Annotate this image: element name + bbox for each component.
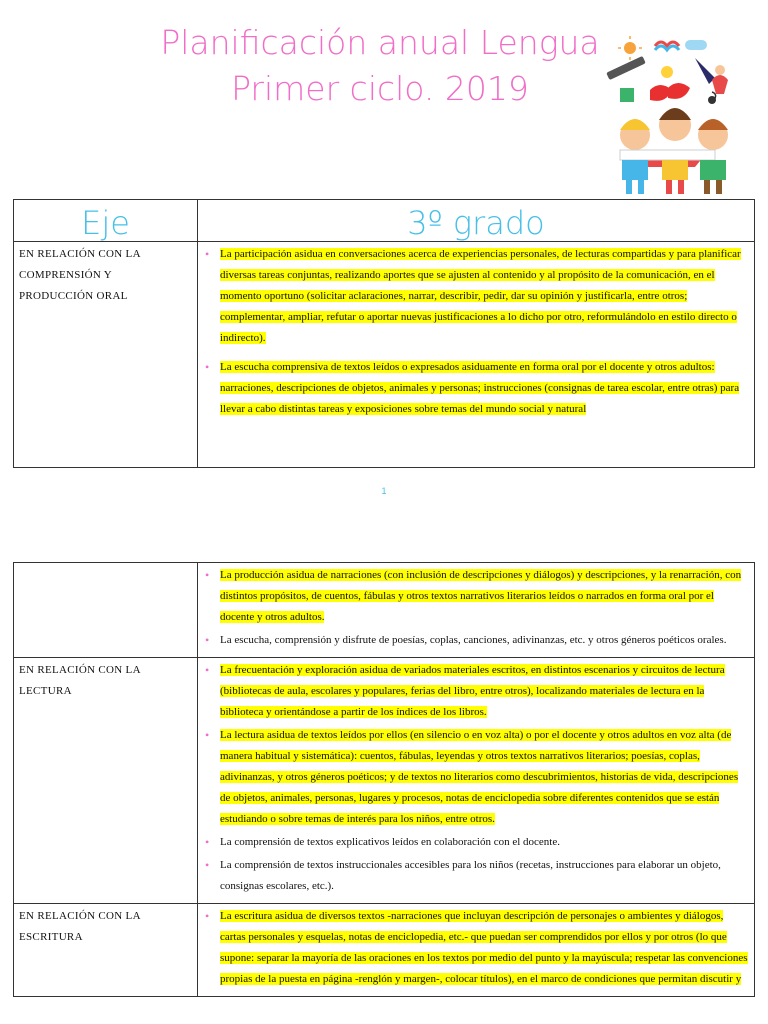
axis-cell-oral-continued xyxy=(14,563,198,658)
axis-line: ESCRITURA xyxy=(19,931,83,943)
highlighted-text: La escritura asidua de diversos textos -narraciones que incluyan descripción de personajes o ambientes y diálogos, cartas personales y esquelas, notas de enciclopedia, etc.- que puedan ser comprendidos por ellos y por otros (lo que supone: separar la mayoría de las oraciones en los textos por medio del punto y la mayúscula; respetar las convenciones propias de la puesta en página -renglón y margen-, colocar títulos), en el marco de condiciones que permitan discutir y xyxy=(220,910,748,985)
header-eje-cell xyxy=(14,200,198,242)
content-cell-oral-continued xyxy=(198,563,755,658)
content-cell-lectura xyxy=(198,658,755,904)
content-item xyxy=(220,630,748,651)
content-list-escritura xyxy=(198,904,754,996)
axis-line: LECTURA xyxy=(19,685,72,697)
axis-line: EN RELACIÓN CON LA xyxy=(19,248,141,260)
content-item xyxy=(220,357,748,420)
planning-table-page-1 xyxy=(13,199,755,468)
content-list-oral-continued xyxy=(198,563,754,657)
header-eje: Eje xyxy=(81,204,130,242)
plain-text: La comprensión de textos instruccionales accesibles para los niños (recetas, instrucciones para elaborar un objeto, consignas escolares, etc.). xyxy=(220,859,721,892)
planning-table-page-2 xyxy=(13,562,755,997)
content-list-oral xyxy=(198,242,754,426)
highlighted-text: La producción asidua de narraciones (con inclusión de descripciones y diálogos) y descripciones, y la renarración, con distintos propósitos, de cuentos, fábulas y otros textos narrativos literarios leídos o narrados en forma oral por el docente y otros adultos. xyxy=(220,569,742,623)
content-item xyxy=(220,244,748,349)
document-title-line-1: Planificación anual Lengua xyxy=(160,23,600,62)
content-item xyxy=(220,725,748,830)
content-item xyxy=(220,565,748,628)
axis-line: COMPRENSIÓN Y xyxy=(19,269,113,281)
content-item xyxy=(220,906,748,990)
axis-cell-oral xyxy=(14,242,198,468)
highlighted-text: La lectura asidua de textos leídos por ellos (en silencio o en voz alta) o por el docente y otros adultos en voz alta (de manera habitual y sistemática): cuentos, fábulas, leyendas y otros textos narrativos literarios; poesías, coplas, adivinanzas, y otros géneros poéticos; y de textos no literarios como descubrimientos, historias de vida, descripciones de objetos, animales, personas, lugares y procesos, notas de enciclopedia sobre diferentes contenidos que se están estudiando o sobre temas de interés para los niños, entre otros. xyxy=(220,729,739,825)
document-title-line-2: Primer ciclo. 2019 xyxy=(231,69,529,108)
header-grade-cell xyxy=(198,200,755,242)
content-list-lectura xyxy=(198,658,754,903)
axis-label-oral xyxy=(14,242,197,307)
highlighted-text: La participación asidua en conversaciones acerca de experiencias personales, de lecturas compartidas y para planificar diversas tareas conjuntas, realizando aportes que se ajusten al contenido y al propósito de la comunicación, en el momento oportuno (solicitar aclaraciones, narrar, describir, pedir, dar su opinión y justificarla, entre otros; complementar, ampliar, refutar o aportar nuevas justificaciones a lo dicho por otro, reformulándolo en estilo directo o indirecto). xyxy=(220,248,741,344)
content-cell-oral xyxy=(198,242,755,468)
header-grade: 3º grado xyxy=(407,204,545,242)
children-reading-book-illustration xyxy=(600,30,750,200)
content-item xyxy=(220,660,748,723)
axis-label-lectura xyxy=(14,658,197,702)
content-item xyxy=(220,855,748,897)
axis-line: PRODUCCIÓN ORAL xyxy=(19,290,128,302)
content-item xyxy=(220,832,748,853)
axis-cell-lectura xyxy=(14,658,198,904)
highlighted-text: La frecuentación y exploración asidua de variados materiales escritos, en distintos escenarios y circuitos de lectura (bibliotecas de aula, escolares y populares, ferias del libro, entre otros), localizando materiales de lectura en la biblioteca y orientándose a partir de los índices de los libros. xyxy=(220,664,725,718)
axis-line: EN RELACIÓN CON LA xyxy=(19,664,141,676)
axis-line: EN RELACIÓN CON LA xyxy=(19,910,141,922)
plain-text: La comprensión de textos explicativos leídos en colaboración con el docente. xyxy=(220,836,560,848)
axis-label-escritura xyxy=(14,904,197,948)
axis-cell-escritura xyxy=(14,904,198,997)
highlighted-text: La escucha comprensiva de textos leídos o expresados asiduamente en forma oral por el docente y otros adultos: narraciones, descripciones de objetos, animales y personas; instrucciones (consignas de tarea escolar, entre otras) para llevar a cabo distintas tareas y exposiciones sobre temas del mundo social y natural xyxy=(220,361,740,415)
page-number: 1 xyxy=(381,486,387,496)
content-cell-escritura xyxy=(198,904,755,997)
plain-text: La escucha, comprensión y disfrute de poesías, coplas, canciones, adivinanzas, etc. y otros géneros poéticos orales. xyxy=(220,634,727,646)
